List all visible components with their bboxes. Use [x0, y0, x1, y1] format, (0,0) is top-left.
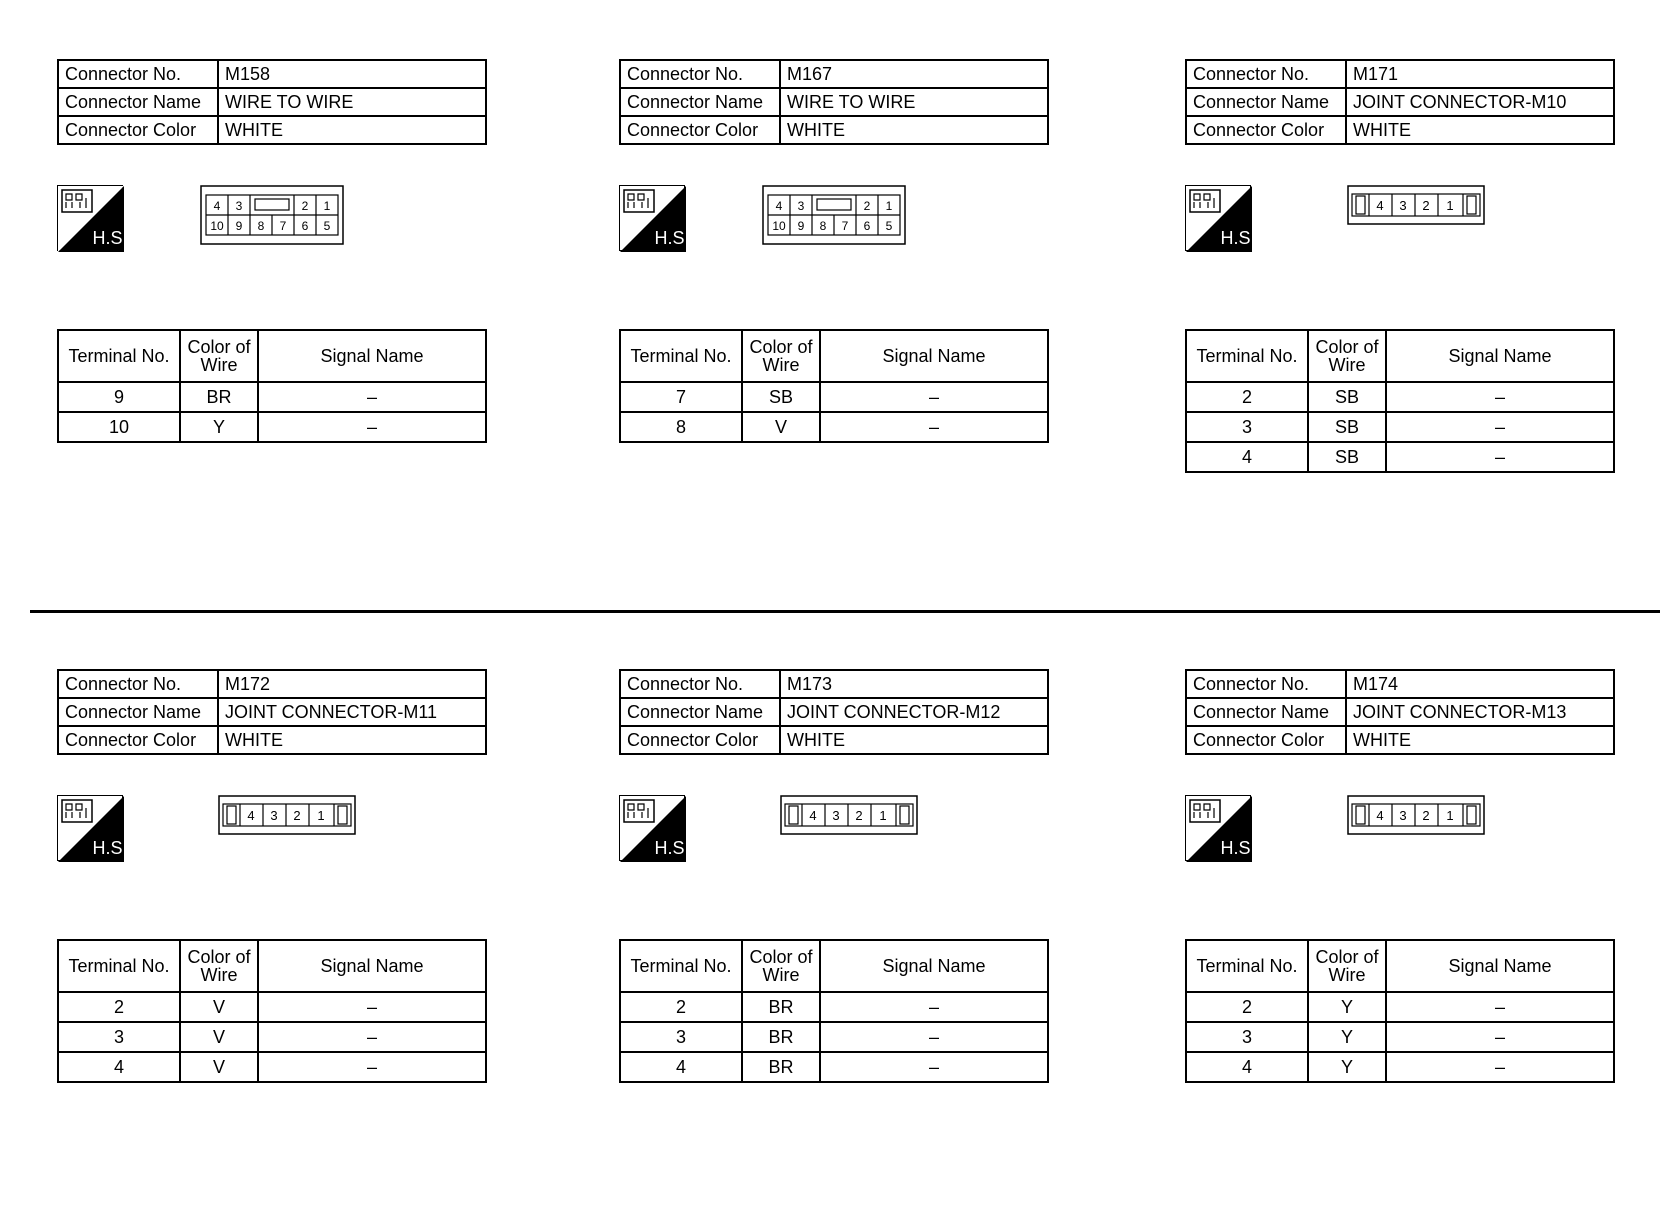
connector-info-table	[57, 669, 487, 755]
pin-label: 4	[809, 808, 817, 823]
wire-color: V	[180, 1052, 258, 1082]
connector-block-m158	[57, 59, 487, 437]
wire-color: Y	[1308, 1052, 1386, 1082]
hs-label: H.S.	[654, 228, 690, 248]
terminal-no: 2	[1186, 992, 1308, 1022]
hs-label: H.S.	[654, 838, 690, 858]
pin-label: 1	[1446, 198, 1454, 213]
pin-label: 4	[213, 199, 221, 213]
terminal-no: 9	[58, 382, 180, 412]
wire-color: V	[180, 992, 258, 1022]
connector-info-table	[619, 59, 1049, 145]
connector-no-value: M158	[218, 60, 486, 88]
connector-no-value: M174	[1346, 670, 1614, 698]
connector-block-m167	[619, 59, 1049, 437]
terminal-no: 10	[58, 412, 180, 442]
terminal-no-header: Terminal No.	[620, 330, 742, 382]
signal-name: –	[258, 382, 486, 412]
wire-color-header: Color of Wire	[1308, 330, 1386, 382]
pin-label: 6	[863, 219, 871, 233]
pin-label: 10	[210, 219, 224, 233]
wire-color: SB	[1308, 412, 1386, 442]
wire-color-header: Color of Wire	[180, 940, 258, 992]
connector-info-table	[619, 669, 1049, 755]
terminal-no: 2	[58, 992, 180, 1022]
signal-name: –	[1386, 442, 1614, 472]
wire-color: SB	[1308, 442, 1386, 472]
terminal-no: 2	[1186, 382, 1308, 412]
terminal-table	[1185, 329, 1615, 473]
signal-name: –	[820, 382, 1048, 412]
connector-no-label: Connector No.	[58, 60, 218, 88]
connector-color-label: Connector Color	[1186, 116, 1346, 144]
signal-name: –	[258, 1022, 486, 1052]
pin-label: 3	[235, 199, 243, 213]
table-row	[620, 992, 1048, 1022]
terminal-table	[57, 939, 487, 1083]
table-row	[620, 382, 1048, 412]
harness-side-icon	[619, 795, 690, 861]
connector-face-diagram	[762, 185, 906, 245]
pin-label: 2	[301, 199, 309, 213]
pin-label: 2	[293, 808, 301, 823]
table-row	[620, 1022, 1048, 1052]
connector-name-label: Connector Name	[1186, 698, 1346, 726]
terminal-no: 3	[58, 1022, 180, 1052]
connector-name-value: JOINT CONNECTOR-M10	[1346, 88, 1614, 116]
table-row	[1186, 1022, 1614, 1052]
signal-name: –	[820, 1022, 1048, 1052]
pin-label: 3	[832, 808, 840, 823]
wire-color: Y	[1308, 1022, 1386, 1052]
connector-face-diagram	[780, 795, 918, 835]
signal-name: –	[1386, 992, 1614, 1022]
pin-label: 3	[797, 199, 805, 213]
wire-color: BR	[742, 992, 820, 1022]
signal-name: –	[1386, 1022, 1614, 1052]
connector-info-table	[57, 59, 487, 145]
pin-label: 3	[1399, 808, 1407, 823]
signal-name: –	[820, 992, 1048, 1022]
connector-info-table	[1185, 59, 1615, 145]
pin-label: 2	[863, 199, 871, 213]
terminal-no-header: Terminal No.	[58, 940, 180, 992]
pin-label: 10	[772, 219, 786, 233]
pin-label: 6	[301, 219, 309, 233]
signal-name-header: Signal Name	[258, 940, 486, 992]
signal-name: –	[258, 992, 486, 1022]
pin-label: 5	[885, 219, 893, 233]
pin-label: 9	[797, 219, 805, 233]
signal-name-header: Signal Name	[1386, 940, 1614, 992]
terminal-no: 8	[620, 412, 742, 442]
table-row	[1186, 992, 1614, 1022]
pin-label: 1	[317, 808, 325, 823]
terminal-no: 4	[620, 1052, 742, 1082]
connector-name-value: JOINT CONNECTOR-M13	[1346, 698, 1614, 726]
table-row	[1186, 382, 1614, 412]
terminal-no-header: Terminal No.	[620, 940, 742, 992]
terminal-no-header: Terminal No.	[1186, 940, 1308, 992]
terminal-no: 3	[1186, 412, 1308, 442]
table-row	[620, 1052, 1048, 1082]
connector-name-value: WIRE TO WIRE	[218, 88, 486, 116]
signal-name: –	[1386, 1052, 1614, 1082]
hs-label: H.S.	[92, 838, 128, 858]
wire-color: V	[180, 1022, 258, 1052]
table-row	[58, 1022, 486, 1052]
connector-color-label: Connector Color	[1186, 726, 1346, 754]
connector-no-value: M173	[780, 670, 1048, 698]
wire-color: BR	[180, 382, 258, 412]
signal-name: –	[820, 412, 1048, 442]
pin-label: 3	[1399, 198, 1407, 213]
terminal-table	[57, 329, 487, 443]
table-row	[58, 412, 486, 442]
signal-name: –	[258, 412, 486, 442]
signal-name-header: Signal Name	[820, 940, 1048, 992]
connector-face-diagram	[1347, 185, 1485, 225]
connector-color-value: WHITE	[1346, 726, 1614, 754]
signal-name-header: Signal Name	[258, 330, 486, 382]
wire-color-header: Color of Wire	[742, 330, 820, 382]
terminal-no: 4	[1186, 442, 1308, 472]
wire-color-header: Color of Wire	[1308, 940, 1386, 992]
harness-side-icon	[1185, 185, 1256, 251]
pin-label: 8	[819, 219, 827, 233]
terminal-no: 7	[620, 382, 742, 412]
connector-color-value: WHITE	[218, 116, 486, 144]
connector-name-label: Connector Name	[58, 88, 218, 116]
connector-no-value: M167	[780, 60, 1048, 88]
connector-color-label: Connector Color	[58, 726, 218, 754]
terminal-table	[619, 939, 1049, 1083]
table-row	[1186, 412, 1614, 442]
signal-name-header: Signal Name	[1386, 330, 1614, 382]
harness-side-icon	[57, 795, 128, 861]
harness-side-icon	[619, 185, 690, 251]
terminal-table	[1185, 939, 1615, 1083]
terminal-no: 2	[620, 992, 742, 1022]
pin-label: 4	[247, 808, 255, 823]
table-row	[58, 382, 486, 412]
connector-no-label: Connector No.	[1186, 60, 1346, 88]
terminal-no: 3	[620, 1022, 742, 1052]
wire-color: SB	[742, 382, 820, 412]
wire-color: V	[742, 412, 820, 442]
wire-color: Y	[180, 412, 258, 442]
connector-name-label: Connector Name	[58, 698, 218, 726]
pin-label: 5	[323, 219, 331, 233]
pin-label: 2	[1422, 198, 1430, 213]
connector-name-value: JOINT CONNECTOR-M11	[218, 698, 486, 726]
connector-face-diagram	[1347, 795, 1485, 835]
hs-label: H.S.	[1220, 228, 1256, 248]
pin-label: 2	[855, 808, 863, 823]
terminal-no: 4	[58, 1052, 180, 1082]
pin-label: 4	[775, 199, 783, 213]
connector-name-label: Connector Name	[620, 88, 780, 116]
pin-label: 4	[1376, 808, 1384, 823]
harness-side-icon	[57, 185, 128, 251]
connector-color-value: WHITE	[780, 726, 1048, 754]
table-row	[58, 992, 486, 1022]
connector-no-label: Connector No.	[620, 670, 780, 698]
terminal-table	[619, 329, 1049, 443]
connector-no-value: M171	[1346, 60, 1614, 88]
wire-color-header: Color of Wire	[180, 330, 258, 382]
pin-label: 4	[1376, 198, 1384, 213]
pin-label: 2	[1422, 808, 1430, 823]
connector-block-m174	[1185, 669, 1615, 1077]
wire-color: SB	[1308, 382, 1386, 412]
connector-name-value: WIRE TO WIRE	[780, 88, 1048, 116]
signal-name: –	[1386, 412, 1614, 442]
connector-face-diagram	[218, 795, 356, 835]
connector-info-table	[1185, 669, 1615, 755]
signal-name: –	[258, 1052, 486, 1082]
connector-color-label: Connector Color	[620, 116, 780, 144]
pin-label: 3	[270, 808, 278, 823]
connector-color-value: WHITE	[1346, 116, 1614, 144]
wire-color: Y	[1308, 992, 1386, 1022]
signal-name: –	[1386, 382, 1614, 412]
connector-no-label: Connector No.	[1186, 670, 1346, 698]
connector-block-m171	[1185, 59, 1615, 467]
terminal-no: 3	[1186, 1022, 1308, 1052]
section-divider	[30, 610, 1660, 613]
hs-label: H.S.	[92, 228, 128, 248]
connector-no-label: Connector No.	[58, 670, 218, 698]
pin-label: 7	[279, 219, 287, 233]
connector-block-m172	[57, 669, 487, 1077]
connector-name-label: Connector Name	[620, 698, 780, 726]
connector-face-diagram	[200, 185, 344, 245]
pin-label: 1	[885, 199, 893, 213]
hs-label: H.S.	[1220, 838, 1256, 858]
pin-label: 8	[257, 219, 265, 233]
wire-color: BR	[742, 1052, 820, 1082]
wire-color-header: Color of Wire	[742, 940, 820, 992]
table-row	[1186, 1052, 1614, 1082]
connector-name-label: Connector Name	[1186, 88, 1346, 116]
table-row	[1186, 442, 1614, 472]
signal-name-header: Signal Name	[820, 330, 1048, 382]
pin-label: 1	[879, 808, 887, 823]
wire-color: BR	[742, 1022, 820, 1052]
table-row	[620, 412, 1048, 442]
connector-no-label: Connector No.	[620, 60, 780, 88]
pin-label: 1	[1446, 808, 1454, 823]
connector-block-m173	[619, 669, 1049, 1077]
terminal-no: 4	[1186, 1052, 1308, 1082]
signal-name: –	[820, 1052, 1048, 1082]
table-row	[58, 1052, 486, 1082]
pin-label: 9	[235, 219, 243, 233]
pin-label: 1	[323, 199, 331, 213]
connector-name-value: JOINT CONNECTOR-M12	[780, 698, 1048, 726]
terminal-no-header: Terminal No.	[1186, 330, 1308, 382]
connector-color-value: WHITE	[780, 116, 1048, 144]
pin-label: 7	[841, 219, 849, 233]
connector-color-label: Connector Color	[58, 116, 218, 144]
terminal-no-header: Terminal No.	[58, 330, 180, 382]
harness-side-icon	[1185, 795, 1256, 861]
connector-color-label: Connector Color	[620, 726, 780, 754]
connector-no-value: M172	[218, 670, 486, 698]
connector-color-value: WHITE	[218, 726, 486, 754]
